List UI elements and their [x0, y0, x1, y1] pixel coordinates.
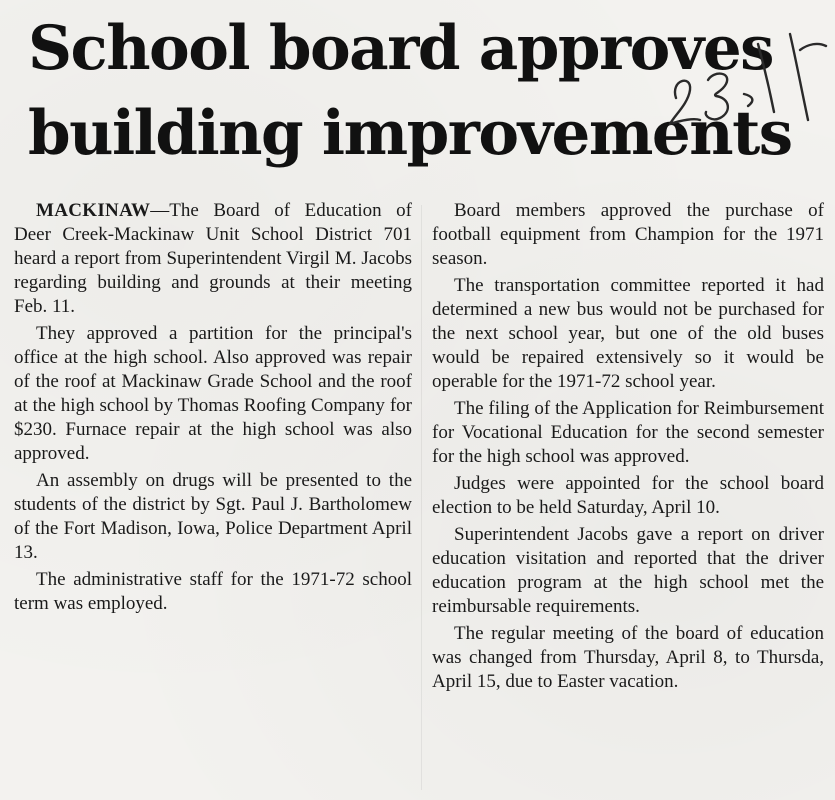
article-paragraph: An assembly on drugs will be presented to the students of the district by Sgt. Paul J. Bartholomew of the Fort Madison, Iowa, Police Department April 13.: [14, 470, 412, 563]
article-column-left: [14, 199, 412, 619]
headline-line-1: School board approves: [28, 13, 773, 84]
article-paragraph: The transportation committee reported it had determined a new bus would not be purchased for the next school year, but one of the old buses would be repaired extensively so it would be operable for the 1971-72 school year.: [432, 275, 824, 392]
article-paragraph: The administrative staff for the 1971-72 school term was employed.: [14, 569, 412, 614]
article-paragraph-text: —The Board of Education of Deer Creek-Mackinaw Unit School District 701 heard a report from Superintendent Virgil M. Jacobs regarding building and grounds at their meeting Feb. 11.: [14, 200, 412, 317]
article-paragraph: [14, 199, 412, 319]
handwritten-date-mark: [640, 20, 830, 150]
article-paragraph: The regular meeting of the board of education was changed from Thursday, April 8, to Thursda, April 15, due to Easter vacation.: [432, 623, 824, 692]
headline-line-2: building improvements: [28, 98, 792, 169]
column-divider: [421, 205, 422, 790]
article-paragraph: They approved a partition for the principal's office at the high school. Also approved was repair of the roof at Mackinaw Grade School and the roof at the high school by Thomas Roofing Company for $230. Furnace repair at the high school was also approved.: [14, 323, 412, 464]
article-paragraph: Superintendent Jacobs gave a report on driver education visitation and reported that the driver education program at the high school met the reimbursable requirements.: [432, 524, 824, 617]
article-paragraph: Judges were appointed for the school board election to be held Saturday, April 10.: [432, 473, 824, 518]
article-paragraph: The filing of the Application for Reimbursement for Vocational Education for the second semester for the high school was approved.: [432, 398, 824, 467]
dateline: MACKINAW: [36, 200, 151, 221]
article-column-right: [432, 199, 824, 697]
article-paragraph: Board members approved the purchase of football equipment from Champion for the 1971 season.: [432, 200, 824, 269]
